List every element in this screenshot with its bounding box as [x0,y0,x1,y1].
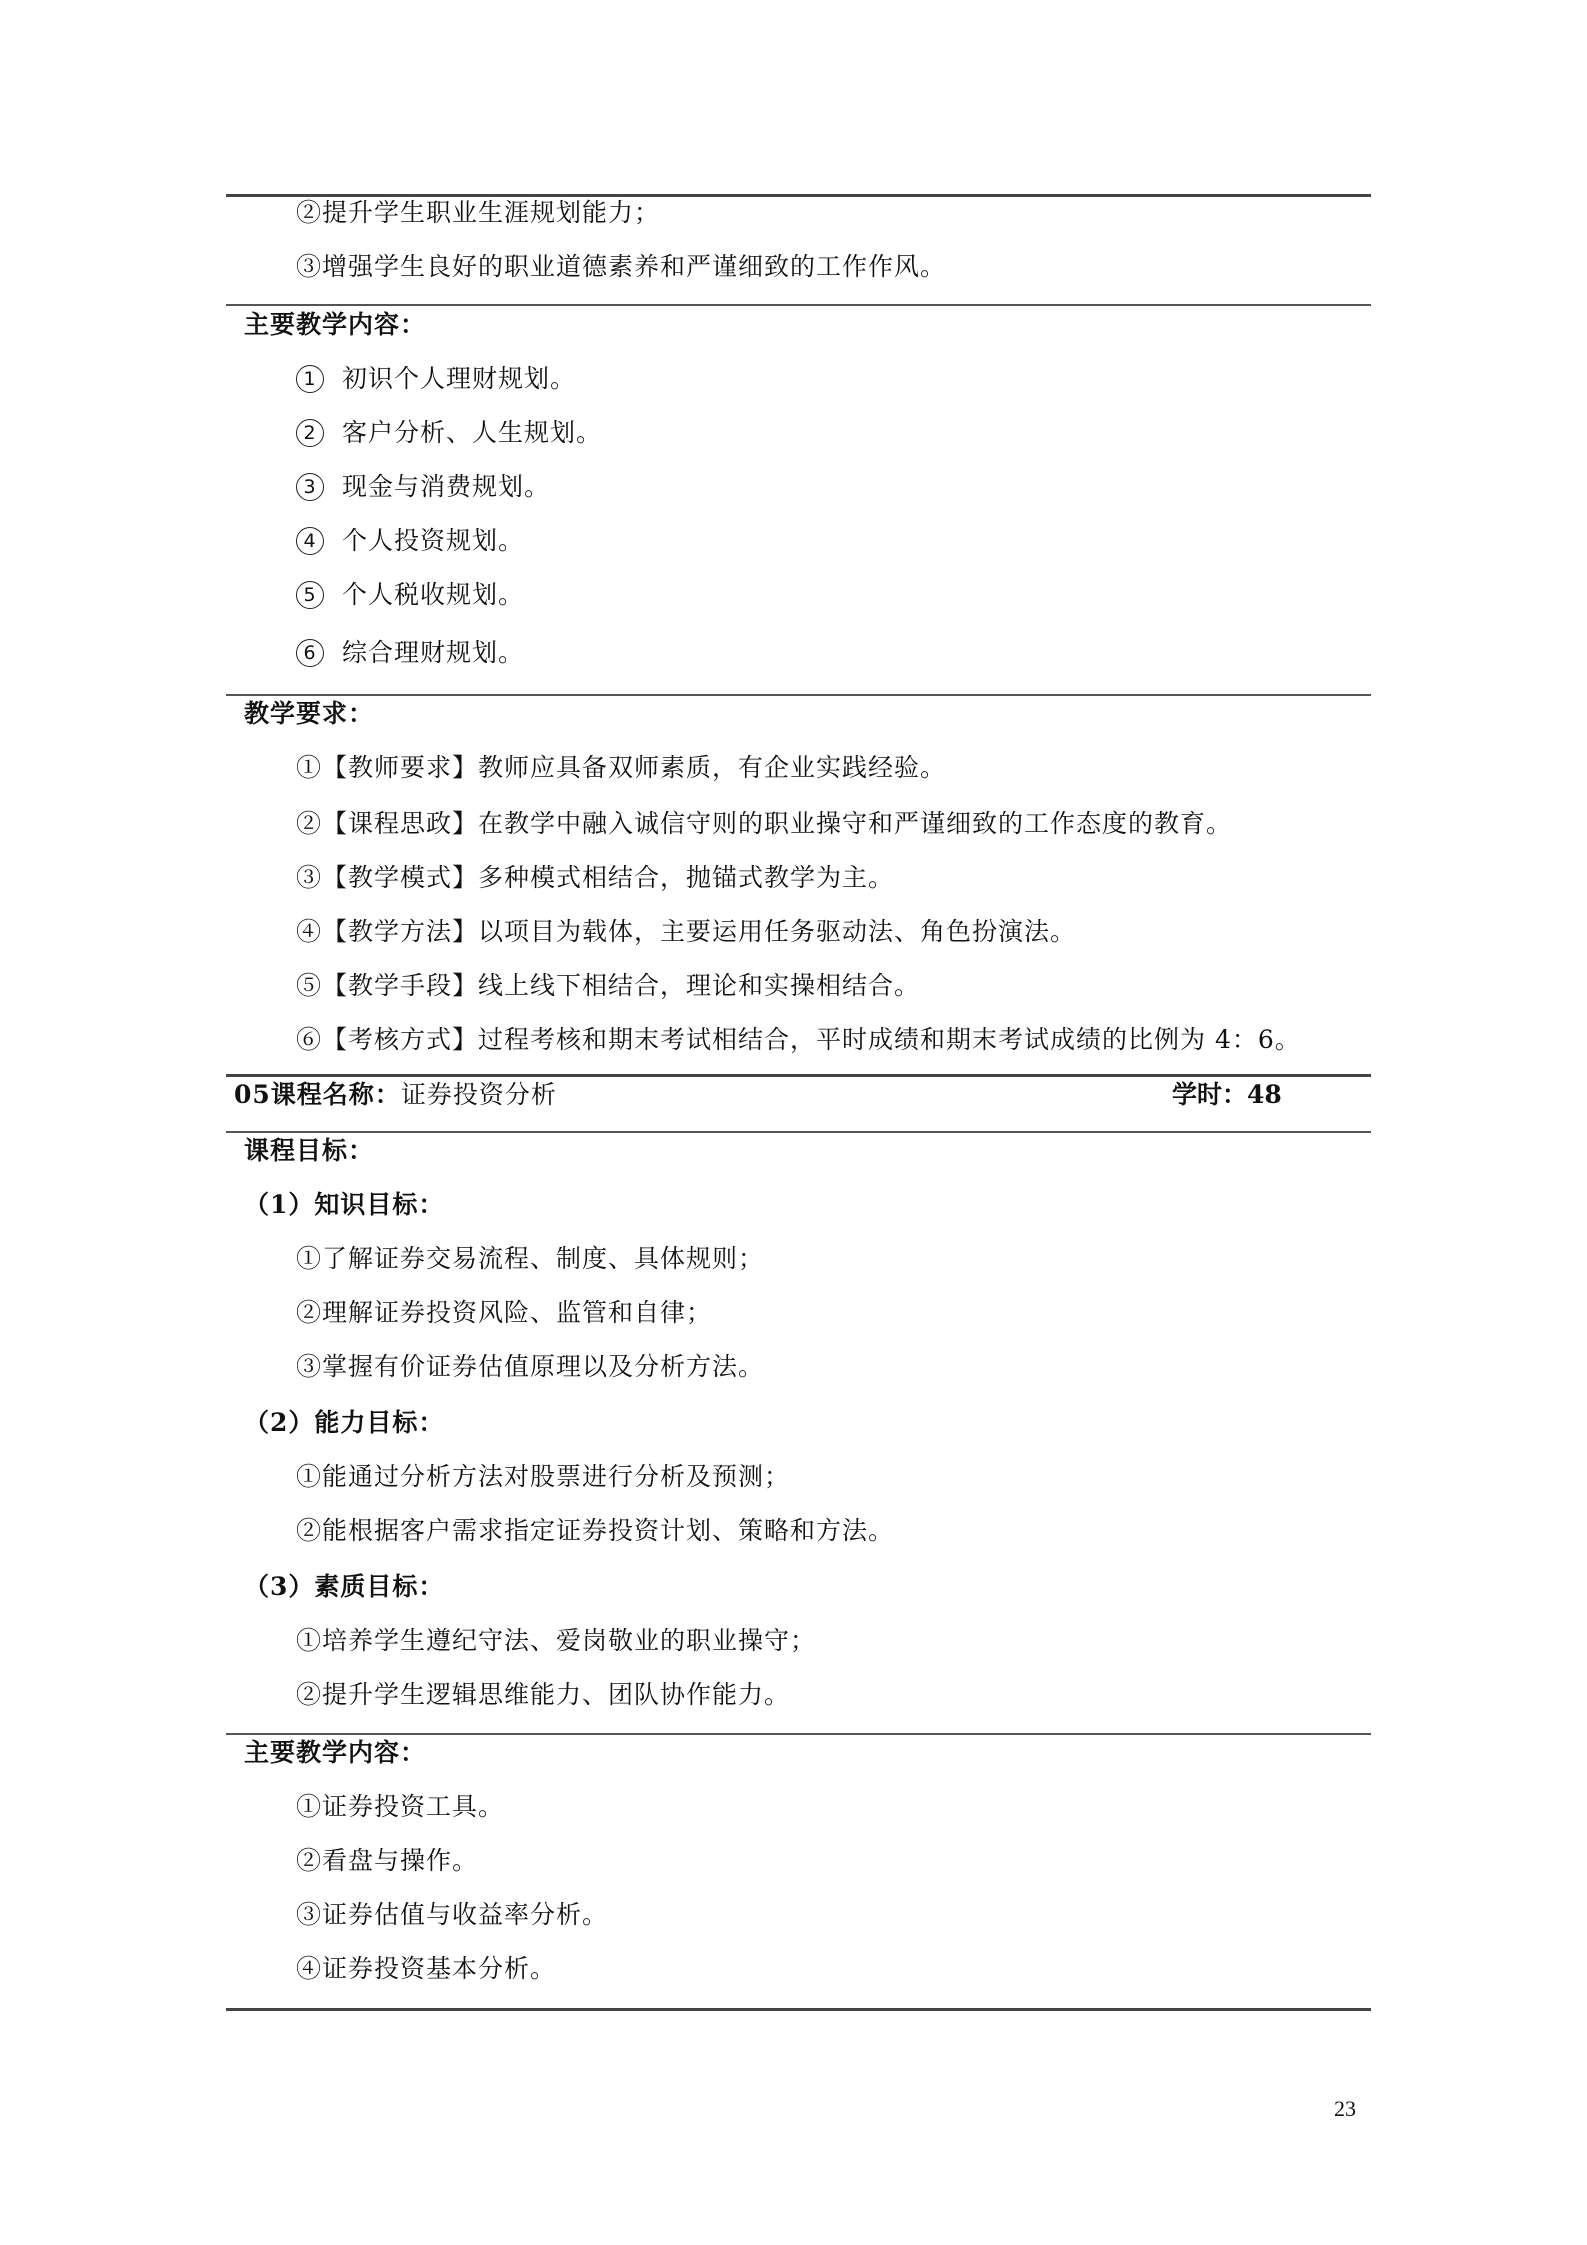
hours-value: 48 [1247,1080,1282,1109]
content-item [296,470,550,504]
requirement-item: ③【教学模式】多种模式相结合，抛锚式教学为主。 [296,863,895,892]
knowledge-item: ③掌握有价证券估值原理以及分析方法。 [296,1352,765,1381]
content-item: ④证券投资基本分析。 [296,1954,557,1983]
course-name-label: 课程名称： [270,1080,401,1109]
course-number: 05 [234,1080,271,1109]
row-divider [226,304,1371,306]
requirement-item: ⑤【教学手段】线上线下相结合，理论和实操相结合。 [296,971,921,1000]
content-item-text: 个人税收规划。 [342,580,525,609]
course-hours [1172,1078,1282,1112]
content-item-text: 综合理财规划。 [342,638,525,667]
circled-number: 1 [296,365,324,393]
content-item: ③证券估值与收益率分析。 [296,1900,609,1929]
circled-number: 3 [296,473,324,501]
requirement-item: ①【教师要求】教师应具备双师素质，有企业实践经验。 [296,753,947,782]
ability-item: ②能根据客户需求指定证券投资计划、策略和方法。 [296,1516,895,1545]
course-name: 证券投资分析 [400,1080,557,1109]
circled-number: 2 [296,419,324,447]
content-item-text: 初识个人理财规划。 [342,364,577,393]
objectives-heading: 课程目标： [244,1136,375,1165]
content-item-text: 客户分析、人生规划。 [342,418,603,447]
requirements-heading: 教学要求： [244,699,375,728]
quality-item: ②提升学生逻辑思维能力、团队协作能力。 [296,1680,791,1709]
requirement-item: ⑥【考核方式】过程考核和期末考试相结合，平时成绩和期末考试成绩的比例为 4：6。 [296,1025,1301,1054]
knowledge-item: ②理解证券投资风险、监管和自律； [296,1298,713,1327]
knowledge-title: （1）知识目标： [244,1190,445,1219]
content-item: ①证券投资工具。 [296,1792,505,1821]
knowledge-item: ①了解证券交易流程、制度、具体规则； [296,1244,765,1273]
content-item-text: 个人投资规划。 [342,526,525,555]
content-heading: 主要教学内容： [244,310,427,339]
ability-title: （2）能力目标： [244,1408,445,1437]
requirement-item: ④【教学方法】以项目为载体，主要运用任务驱动法、角色扮演法。 [296,917,1077,946]
objective-line: ②提升学生职业生涯规划能力； [296,198,661,227]
objective-line: ③增强学生良好的职业道德素养和严谨细致的工作作风。 [296,252,947,281]
content-item: ②看盘与操作。 [296,1846,479,1875]
circled-number: 5 [296,581,324,609]
ability-item: ①能通过分析方法对股票进行分析及预测； [296,1462,791,1491]
circled-number: 6 [296,639,324,667]
circled-number: 4 [296,527,324,555]
content-item [296,578,524,612]
content-item [296,362,576,396]
content-item [296,524,524,558]
course-table [226,194,1371,2018]
requirement-item: ②【课程思政】在教学中融入诚信守则的职业操守和严谨细致的工作态度的教育。 [296,809,1233,838]
content-item [296,636,524,670]
table-bottom-rule [226,2008,1371,2011]
content-item [296,416,602,450]
quality-title: （3）素质目标： [244,1572,445,1601]
row-divider [226,1733,1371,1735]
hours-label: 学时： [1172,1080,1248,1109]
content-item-text: 现金与消费规划。 [342,472,551,501]
page-number: 23 [1334,2096,1356,2121]
content-heading: 主要教学内容： [244,1738,427,1767]
course-title [234,1078,557,1112]
row-divider [226,1131,1371,1133]
quality-item: ①培养学生遵纪守法、爱岗敬业的职业操守； [296,1626,817,1655]
course-divider [226,1074,1371,1077]
row-divider [226,694,1371,696]
